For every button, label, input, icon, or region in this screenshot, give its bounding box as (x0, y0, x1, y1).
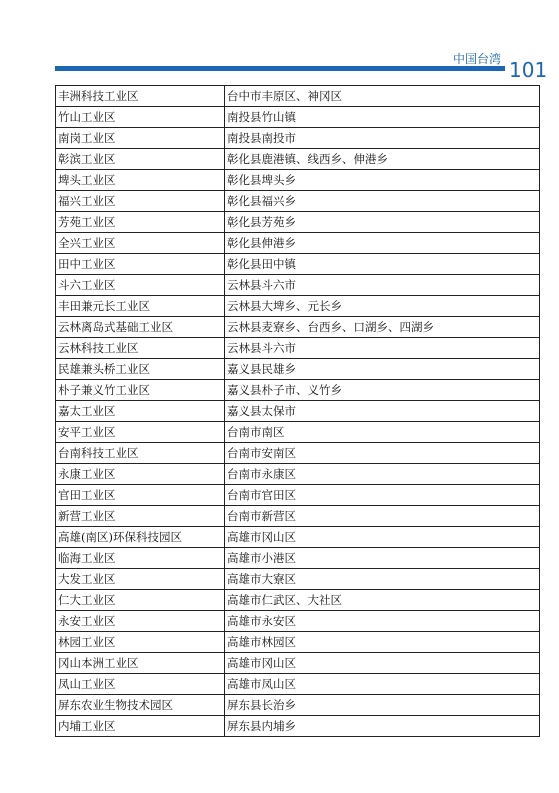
table-row (56, 632, 540, 653)
zone-name-cell: 民雄兼头桥工业区 (56, 359, 225, 380)
zone-location-cell: 彰化县伸港乡 (225, 233, 540, 254)
table-row (56, 674, 540, 695)
zone-name-cell: 永安工业区 (56, 611, 225, 632)
zone-name-cell: 台南科技工业区 (56, 443, 225, 464)
zone-location-cell: 屏东县长治乡 (225, 695, 540, 716)
zone-location-cell: 彰化县鹿港镇、线西乡、伸港乡 (225, 149, 540, 170)
table-row (56, 590, 540, 611)
zone-location-cell: 南投县竹山镇 (225, 107, 540, 128)
zone-name-cell: 云林离岛式基础工业区 (56, 317, 225, 338)
table-row (56, 191, 540, 212)
table-row (56, 296, 540, 317)
zone-name-cell: 内埔工业区 (56, 716, 225, 737)
table-row (56, 485, 540, 506)
zone-location-cell: 云林县斗六市 (225, 275, 540, 296)
table-row (56, 170, 540, 191)
zone-location-cell: 嘉义县朴子市、义竹乡 (225, 380, 540, 401)
zone-location-cell: 台南市官田区 (225, 485, 540, 506)
table-row (56, 506, 540, 527)
zone-name-cell: 大发工业区 (56, 569, 225, 590)
zone-location-cell: 台中市丰原区、神冈区 (225, 86, 540, 107)
table-row (56, 380, 540, 401)
zone-name-cell: 全兴工业区 (56, 233, 225, 254)
table-row (56, 653, 540, 674)
table-row (56, 212, 540, 233)
zone-location-cell: 彰化县埤头乡 (225, 170, 540, 191)
zone-name-cell: 丰洲科技工业区 (56, 86, 225, 107)
zone-name-cell: 福兴工业区 (56, 191, 225, 212)
table-row (56, 422, 540, 443)
industrial-zones-table (55, 85, 540, 737)
table-row (56, 695, 540, 716)
zone-location-cell: 云林县斗六市 (225, 338, 540, 359)
zone-location-cell: 台南市安南区 (225, 443, 540, 464)
zone-name-cell: 新营工业区 (56, 506, 225, 527)
zone-name-cell: 芳苑工业区 (56, 212, 225, 233)
zone-location-cell: 高雄市仁武区、大社区 (225, 590, 540, 611)
zone-location-cell: 高雄市冈山区 (225, 527, 540, 548)
zone-name-cell: 冈山本洲工业区 (56, 653, 225, 674)
table-row (56, 128, 540, 149)
table-row (56, 527, 540, 548)
zone-name-cell: 丰田兼元长工业区 (56, 296, 225, 317)
table-body (56, 86, 540, 737)
zone-location-cell: 高雄市林园区 (225, 632, 540, 653)
table-row (56, 443, 540, 464)
table-row (56, 149, 540, 170)
table-row (56, 275, 540, 296)
zone-name-cell: 屏东农业生物技术园区 (56, 695, 225, 716)
zone-name-cell: 官田工业区 (56, 485, 225, 506)
table-row (56, 716, 540, 737)
table-row (56, 401, 540, 422)
zone-location-cell: 嘉义县民雄乡 (225, 359, 540, 380)
table-row (56, 86, 540, 107)
zone-name-cell: 埤头工业区 (56, 170, 225, 191)
zone-name-cell: 朴子兼义竹工业区 (56, 380, 225, 401)
zone-location-cell: 台南市南区 (225, 422, 540, 443)
zone-location-cell: 高雄市大寮区 (225, 569, 540, 590)
zone-location-cell: 南投县南投市 (225, 128, 540, 149)
zone-location-cell: 屏东县内埔乡 (225, 716, 540, 737)
zone-location-cell: 高雄市凤山区 (225, 674, 540, 695)
zone-location-cell: 台南市永康区 (225, 464, 540, 485)
zone-location-cell: 云林县麦寮乡、台西乡、口湖乡、四湖乡 (225, 317, 540, 338)
zone-name-cell: 永康工业区 (56, 464, 225, 485)
zone-name-cell: 田中工业区 (56, 254, 225, 275)
zone-name-cell: 凤山工业区 (56, 674, 225, 695)
zone-location-cell: 嘉义县太保市 (225, 401, 540, 422)
zone-location-cell: 高雄市永安区 (225, 611, 540, 632)
table-row (56, 359, 540, 380)
zone-name-cell: 安平工业区 (56, 422, 225, 443)
table-row (56, 233, 540, 254)
header-region-label: 中国台湾 (453, 52, 502, 66)
zone-name-cell: 高雄(南区)环保科技园区 (56, 527, 225, 548)
zone-location-cell: 台南市新营区 (225, 506, 540, 527)
header-rule (55, 66, 505, 71)
zone-location-cell: 彰化县田中镇 (225, 254, 540, 275)
table-row (56, 464, 540, 485)
zone-name-cell: 嘉太工业区 (56, 401, 225, 422)
table-row (56, 611, 540, 632)
zone-location-cell: 云林县大埤乡、元长乡 (225, 296, 540, 317)
zone-location-cell: 彰化县芳苑乡 (225, 212, 540, 233)
zone-name-cell: 斗六工业区 (56, 275, 225, 296)
zone-location-cell: 彰化县福兴乡 (225, 191, 540, 212)
zone-name-cell: 彰滨工业区 (56, 149, 225, 170)
zone-name-cell: 仁大工业区 (56, 590, 225, 611)
page-number: 101 (509, 58, 548, 82)
zone-location-cell: 高雄市冈山区 (225, 653, 540, 674)
zone-location-cell: 高雄市小港区 (225, 548, 540, 569)
zone-name-cell: 林园工业区 (56, 632, 225, 653)
zone-name-cell: 南岗工业区 (56, 128, 225, 149)
table-row (56, 548, 540, 569)
zone-name-cell: 云林科技工业区 (56, 338, 225, 359)
table-row (56, 338, 540, 359)
table-row (56, 107, 540, 128)
zone-name-cell: 竹山工业区 (56, 107, 225, 128)
table-row (56, 254, 540, 275)
zone-name-cell: 临海工业区 (56, 548, 225, 569)
table-row (56, 569, 540, 590)
table-row (56, 317, 540, 338)
